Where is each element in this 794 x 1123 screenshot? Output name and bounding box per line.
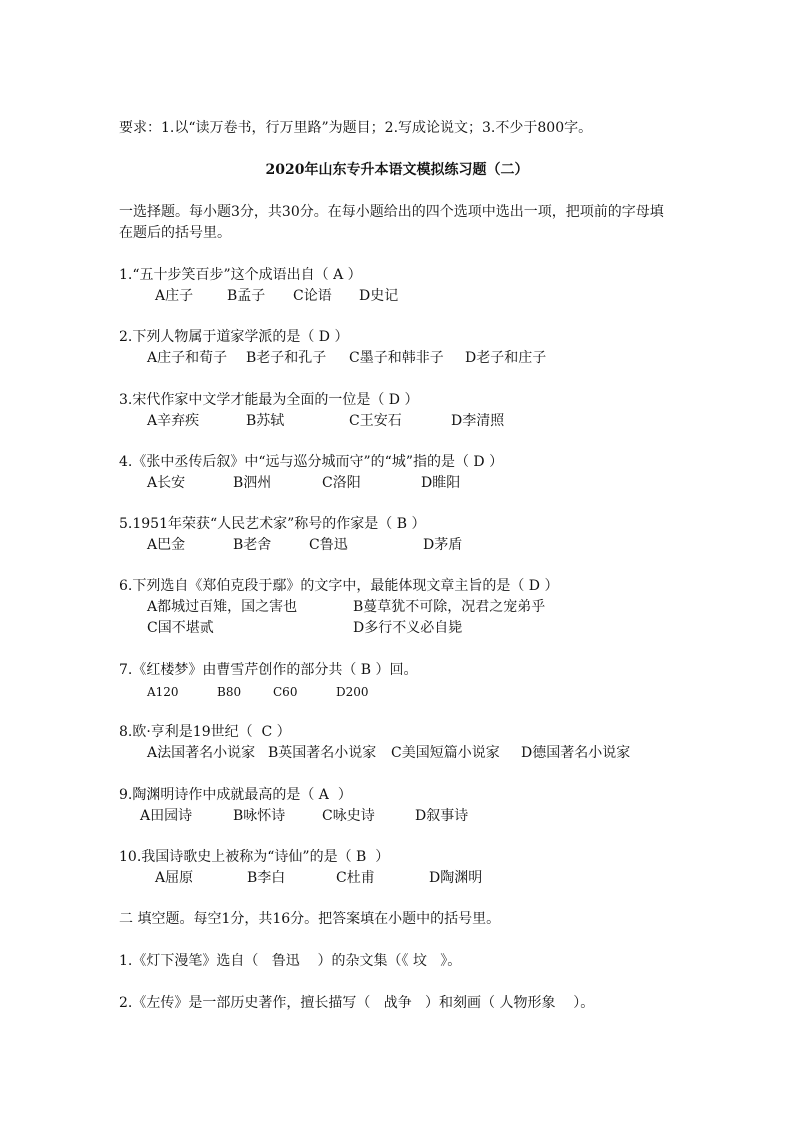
option: C咏史诗: [322, 808, 375, 824]
option: C洛阳: [322, 475, 361, 491]
option: D茅盾: [423, 537, 463, 553]
option: A法国著名小说家: [147, 745, 256, 761]
option: D200: [336, 685, 369, 699]
option: A辛弃疾: [147, 413, 200, 429]
option: B李白: [247, 870, 286, 886]
question-6-options-row2: [0, 619, 794, 637]
option: A都城过百雉，国之害也: [147, 599, 298, 615]
question-7-stem: 7.《红楼梦》由曹雪芹创作的部分共（ B ）回。: [119, 662, 418, 678]
question-5-options: [0, 536, 794, 554]
option: C60: [273, 685, 298, 699]
option: B80: [217, 685, 242, 699]
section1-intro-line1: 一选择题。每小题3分，共30分。在每小题给出的四个选项中选出一项，把项前的字母填: [119, 204, 664, 220]
question-10-stem: 10.我国诗歌史上被称为“诗仙”的是（ B ）: [119, 849, 390, 865]
question-4-options: [0, 474, 794, 492]
option: A田园诗: [140, 808, 193, 824]
option: D史记: [359, 288, 399, 304]
option: B老舍: [233, 537, 272, 553]
option: B蔓草犹不可除，况君之宠弟乎: [353, 599, 546, 615]
option: D李清照: [451, 413, 505, 429]
option: D老子和庄子: [465, 350, 547, 366]
question-5-stem: 5.1951年荣获“人民艺术家”称号的作家是（ B ）: [119, 516, 426, 532]
option: A120: [147, 685, 179, 699]
essay-requirement: 要求：1.以“读万卷书，行万里路”为题目；2.写成论说文；3.不少于800字。: [119, 120, 593, 136]
option: B孟子: [227, 288, 266, 304]
question-4-stem: 4.《张中丞传后叙》中“远与巡分城而守”的“城”指的是（ D ）: [119, 454, 504, 470]
question-8-options: [0, 744, 794, 762]
question-6-stem: 6.下列选自《郑伯克段于鄢》的文字中，最能体现文章主旨的是（ D ）: [119, 578, 559, 594]
question-3-stem: 3.宋代作家中文学才能最为全面的一位是（ D ）: [119, 392, 419, 408]
question-1-stem: 1.“五十步笑百步”这个成语出自（ A ）: [119, 267, 362, 283]
exam-title: 2020年山东专升本语文模拟练习题（二）: [265, 162, 529, 178]
option: C杜甫: [336, 870, 375, 886]
option: D多行不义必自毙: [353, 620, 463, 636]
question-2-options: [0, 349, 794, 367]
section1-intro-line2: 在题后的括号里。: [119, 225, 231, 241]
question-6-options-row1: [0, 598, 794, 616]
option: B苏轼: [246, 413, 285, 429]
option: C王安石: [349, 413, 402, 429]
option: B泗州: [233, 475, 272, 491]
question-7-options: [0, 683, 794, 701]
option: A巴金: [147, 537, 186, 553]
option: D叙事诗: [415, 808, 469, 824]
option: C国不堪贰: [147, 620, 214, 636]
option: B英国著名小说家: [268, 745, 377, 761]
question-9-options: [0, 807, 794, 825]
option: D睢阳: [421, 475, 461, 491]
option: D德国著名小说家: [521, 745, 631, 761]
option: C论语: [293, 288, 332, 304]
question-1-options: [0, 287, 794, 305]
option: D陶渊明: [429, 870, 483, 886]
question-10-options: [0, 869, 794, 887]
option: B老子和孔子: [246, 350, 327, 366]
fill-blank-2: 2.《左传》是一部历史著作，擅长描写（ 战争 ）和刻画（ 人物形象 ）。: [119, 995, 595, 1011]
question-3-options: [0, 412, 794, 430]
option: A屈原: [155, 870, 194, 886]
option: C鲁迅: [309, 537, 348, 553]
section2-intro: 二 填空题。每空1分，共16分。把答案填在小题中的括号里。: [119, 911, 501, 927]
option: A庄子和荀子: [147, 350, 228, 366]
option: C墨子和韩非子: [349, 350, 444, 366]
fill-blank-1: 1.《灯下漫笔》选自（ 鲁迅 ）的杂文集（《 坟 》。: [119, 953, 462, 969]
option: B咏怀诗: [233, 808, 286, 824]
option: A长安: [147, 475, 186, 491]
question-8-stem: 8.欧·亨利是19世纪（ C ）: [119, 724, 291, 740]
option: A庄子: [155, 288, 194, 304]
option: C美国短篇小说家: [391, 745, 500, 761]
question-9-stem: 9.陶渊明诗作中成就最高的是（ A ）: [119, 787, 352, 803]
question-2-stem: 2.下列人物属于道家学派的是（ D ）: [119, 329, 349, 345]
